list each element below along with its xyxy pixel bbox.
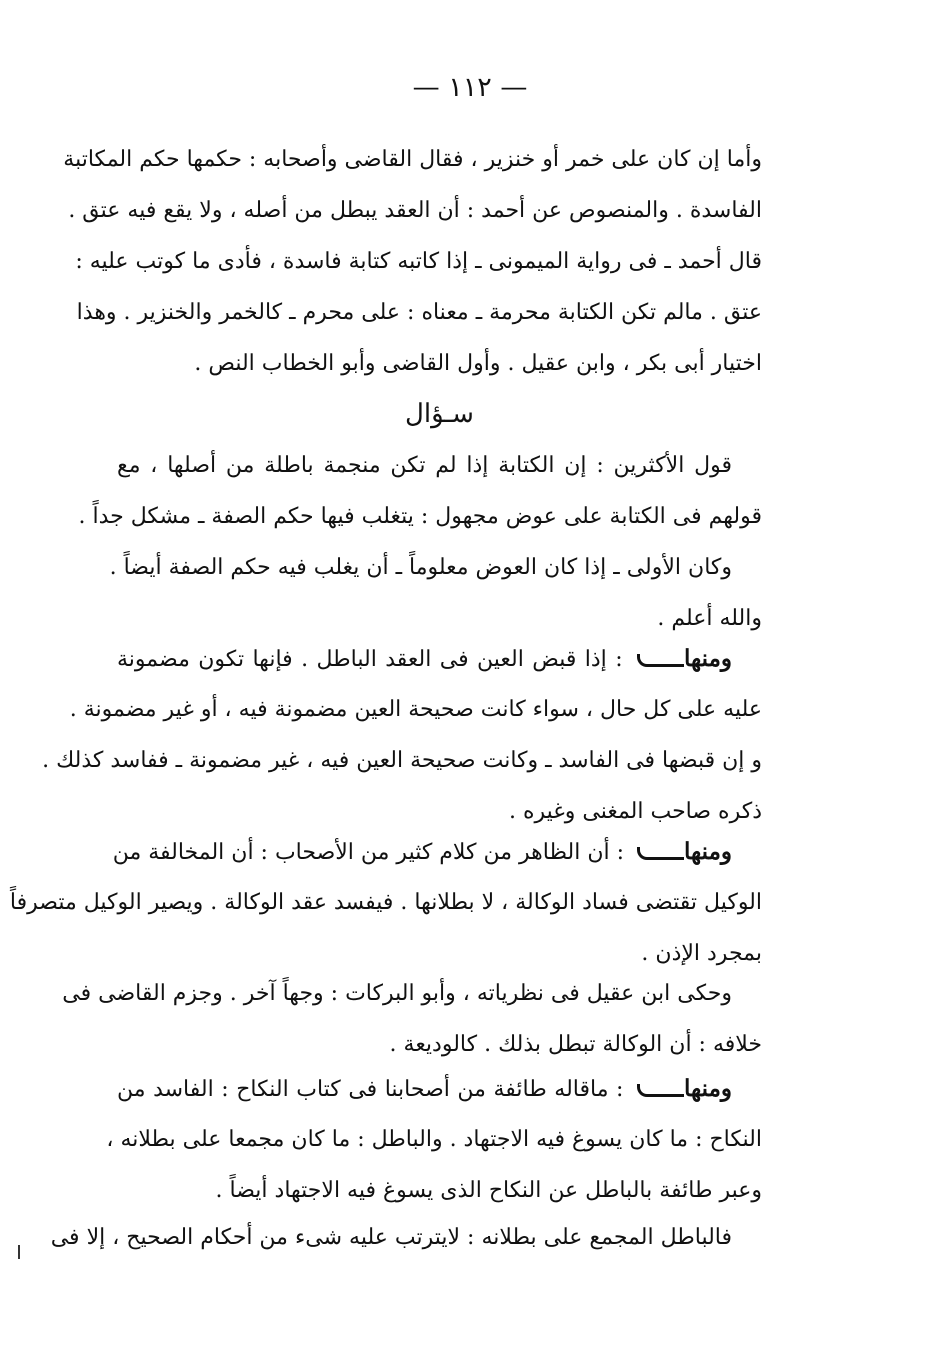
section-heading: سـؤال [405, 399, 474, 429]
text-line: النكاح : ما كان يسوغ فيه الاجتهاد . والباطل : ما كان مجمعا على بطلانه ، [106, 1127, 762, 1152]
lead-text: ومنها [684, 645, 732, 672]
text-line: قولهم فى الكتابة على عوض مجهول : يتغلب فيها حكم الصفة ـ مشكل جداً . [78, 504, 762, 529]
text-line: خلافه : أن الوكالة تبطل بذلك . كالوديعة . [389, 1032, 762, 1057]
text-line-lead [112, 826, 762, 877]
text-line: قول الأكثرين : إن الكتابة إذا لم تكن منجمة باطلة من أصلها ، مع [117, 453, 732, 478]
text-line-lead [117, 633, 762, 684]
section-lead-word [631, 1075, 732, 1102]
text-line: ذكره صاحب المغنى وغيره . [508, 799, 762, 824]
text-line: قال أحمد ـ فى رواية الميمونى ـ إذا كاتبه كتابة فاسدة ، فأدى ما كوتب عليه : [75, 249, 762, 274]
text-line: الفاسدة . والمنصوص عن أحمد : أن العقد يبطل من أصله ، ولا يقع فيه عتق . [68, 198, 762, 223]
paragraph-section-2b [62, 968, 762, 1070]
page-number: — ١١٢ — [412, 72, 528, 103]
text-line-lead [117, 1063, 762, 1114]
text-line: اختيار أبى بكر ، وابن عقيل . وأول القاضى وأبو الخطاب النص . [194, 351, 762, 376]
text-line: و إن قبضها فى الفاسد ـ وكانت صحيحة العين فيه ، غير مضمونة ـ ففاسد كذلك . [42, 748, 762, 773]
lead-flourish [637, 1084, 684, 1097]
lead-line-text: : ماقاله طائفة من أصحابنا فى كتاب النكاح : الفاسد من [117, 1077, 632, 1102]
paragraph-section-1 [42, 633, 762, 837]
text-line: وحكى ابن عقيل فى نظرياته ، وأبو البركات : وجهاً آخر . وجزم القاضى فى [62, 981, 732, 1006]
text-line: والله أعلم . [657, 606, 762, 631]
text-line: الوكيل تقتضى فساد الوكالة ، لا بطلانها . فيفسد عقد الوكالة . ويصير الوكيل متصرفاً [9, 890, 762, 915]
text-line: بمجرد الإذن . [641, 941, 762, 966]
text-line: عليه على كل حال ، سواء كانت صحيحة العين مضمونة فيه ، أو غير مضمونة . [69, 697, 762, 722]
lead-flourish [637, 654, 684, 667]
paragraph-section-3 [106, 1063, 762, 1216]
lead-line-text: : أن الظاهر من كلام كثير من الأصحاب : أن المخالفة من [112, 840, 632, 865]
section-lead-word [631, 838, 732, 865]
paragraph-section-2 [9, 826, 762, 979]
text-line: وكان الأولى ـ إذا كان العوض معلوماً ـ أن يغلب فيه حكم الصفة أيضاً . [109, 555, 732, 580]
lead-text: ومنها [684, 838, 732, 865]
lead-line-text: : إذا قبض العين فى العقد الباطل . فإنها تكون مضمونة [117, 647, 632, 672]
paragraph-question [78, 440, 762, 644]
lead-flourish [637, 847, 684, 860]
text-line: عتق . مالم تكن الكتابة محرمة ـ معناه : على محرم ـ كالخمر والخنزير . وهذا [76, 300, 762, 325]
text-line: وأما إن كان على خمر أو خنزير ، فقال القاضى وأصحابه : حكمها حكم المكاتبة [63, 147, 762, 172]
section-heading-block [117, 389, 762, 440]
text-line: فالباطل المجمع على بطلانه : لايترتب عليه شىء من أحكام الصحيح ، إلا فى [50, 1225, 732, 1250]
section-lead-word [631, 645, 732, 672]
paragraph-final [50, 1212, 762, 1263]
lead-text: ومنها [684, 1075, 732, 1102]
text-line: وعبر طائفة بالباطل عن النكاح الذى يسوغ فيه الاجتهاد أيضاً . [215, 1178, 762, 1203]
margin-mark [18, 1245, 20, 1259]
paragraph-opening [63, 134, 762, 389]
